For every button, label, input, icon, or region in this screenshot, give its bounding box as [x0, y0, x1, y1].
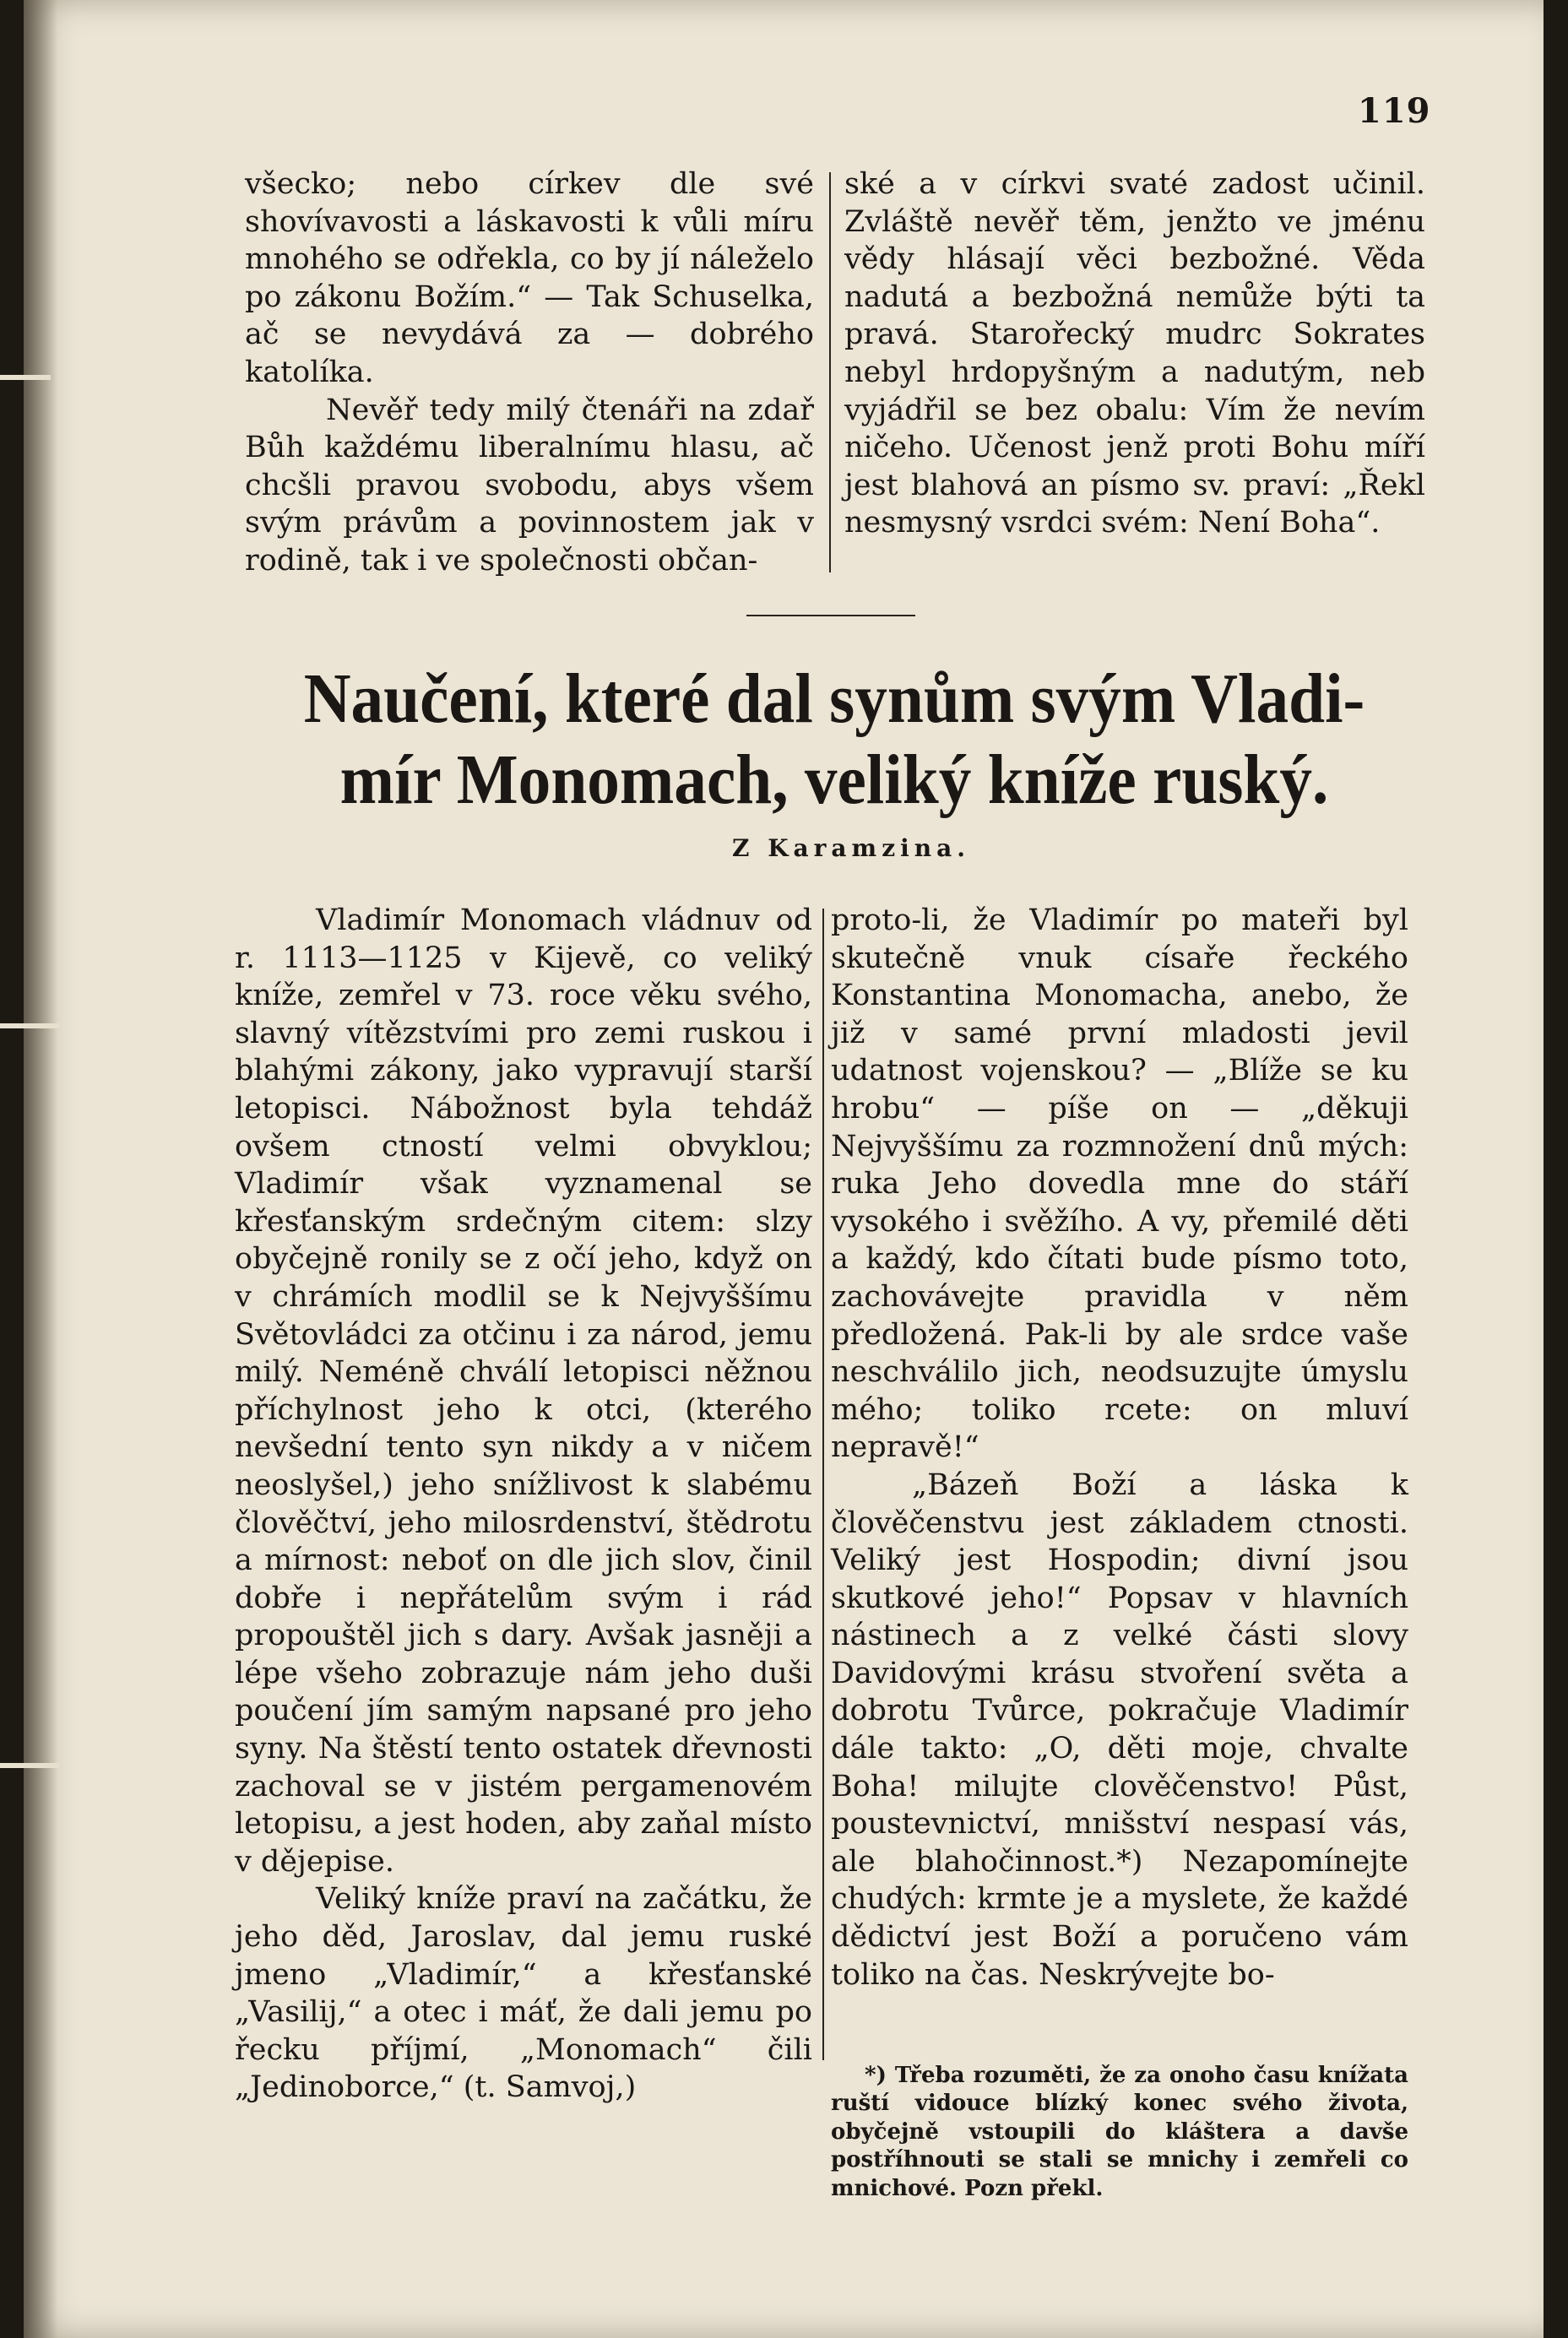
article-source: Z Karamzina. — [732, 834, 970, 862]
top-right-column — [844, 165, 1425, 542]
page-number: 119 — [1358, 91, 1431, 131]
article-left-paragraph-1: Vladimír Monomach vládnuv od r. 1113—1125 v Kijevě, co veliký kníže, zemřel v 73. roce věku svého, slavný vítězstvími pro zemi ruskou i blahými zákony, jako vypravují starší letopisci. Nábožnost byla tehdáž ovšem ctností velmi obvyklou; Vladimír však vyznamenal se křesťanským srdečným citem: slzy obyčejně ronily se z očí jeho, když on v chrámích modlil se k Nejvyššímu Světovládci za otčinu i za národ, jemu milý. Neméně chválí letopisci něžnou příchylnost jeho k otci, (kterého nevšední tento syn nikdy a v ničem neoslyšel,) jeho snížlivost k slabému člověčtví, jeho milosrdenství, štědrotu a mírnost: neboť on dle jich slov, činil dobře i nepřátelům svým i rád propouštěl jich s dary. Avšak jasněji a lépe všeho zobrazuje nám jeho duši poučení jím samým napsané pro jeho syny. Na štěstí tento ostatek dřevnosti zachoval se v jistém pergamenovém letopisu, a jest hoden, aby zaňal místo v dějepise. — [235, 903, 812, 1879]
top-left-paragraph-2: Nevěř tedy milý čtenáři na zdař Bůh každému liberalnímu hlasu, ač chcšli pravou svobodu, abys všem svým právům a povinnostem jak v rodině, tak i ve společnosti občan- — [245, 393, 814, 578]
article-title — [275, 659, 1394, 821]
article-column-divider — [822, 909, 824, 2060]
article-right-column — [831, 902, 1408, 1994]
article-right-paragraph-1: proto-li, že Vladimír po mateři byl skutečně vnuk císaře řeckého Konstantina Monomacha, anebo, že již v samé první mladosti jevil udatnost vojenskou? — „Blíže se ku hrobu“ — píše on — „děkuji Nejvyššímu za rozmnožení dnů mých: ruka Jeho dovedla mne do stáří vysokého i svěžího. A vy, přemilé děti a každý, kdo čítati bude písmo toto, zachovávejte pravidla v něm předložená. Pak-li by ale srdce vaše neschválilo jich, neodsuzujte úmyslu mého; toliko rcete: on mluví nepravě!“ — [831, 903, 1408, 1465]
top-column-divider — [829, 172, 831, 572]
article-left-column — [235, 902, 812, 2107]
page-edge-mark — [0, 375, 51, 380]
top-left-paragraph-1: všecko; nebo církev dle své shovívavosti a láskavosti k vůli míru mnohého se odřekla, co by jí náleželo po zákonu Božím.“ — Tak Schuselka, ač se nevydává za — dobrého katolíka. — [245, 167, 814, 389]
article-title-line-1: Naučení, které dal synům svým Vladi- — [303, 659, 1365, 738]
book-page — [24, 0, 1544, 2338]
top-left-column — [245, 165, 814, 580]
footnote-text: *) Třeba rozuměti, že za onoho času knížata ruští vidouce blízký konec svého života, obyčejně vstoupili do kláštera a davše postříhnouti se stali se mnichy i zemřeli co mnichové. Pozn překl. — [831, 2063, 1408, 2201]
footnote — [831, 2062, 1408, 2203]
section-separator — [746, 615, 915, 616]
gutter-shadow — [24, 0, 57, 2338]
article-right-paragraph-2: „Bázeň Boží a láska k člověčenstvu jest základem ctnosti. Veliký jest Hospodin; divní jsou skutkové jeho!“ Popsav v hlavních nástinech a z velké části slovy Davidovými krásu stvoření světa a dobrotu Tvůrce, pokračuje Vladimír dále takto: „O, děti moje, chvalte Boha! milujte clověčenstvo! Půst, poustevnictví, mnišství nespasí vás, ale blahočinnost.*) Nezapomínejte chudých: krmte je a myslete, že každé dědictví jest Boží a poručeno vám toliko na čas. Neskrývejte bo- — [831, 1467, 1408, 1992]
page-edge-mark — [0, 1023, 59, 1028]
top-right-paragraph-1: ské a v církvi svaté zadost učinil. Zvláště nevěř těm, jenžto ve jménu vědy hlásají věci bezbožné. Věda nadutá a bezbožná nemůže býti ta pravá. Starořecký mudrc Sokrates nebyl hrdopyšným a nadutým, neb vyjádřil se bez obalu: Vím že nevím ničeho. Učenost jenž proti Bohu míří jest blahová an písmo sv. praví: „Řekl nesmysný vsrdci svém: Není Boha“. — [844, 167, 1425, 540]
article-title-line-2: mír Monomach, veliký kníže ruský. — [339, 740, 1329, 819]
page-edge-mark — [0, 1763, 59, 1768]
article-left-paragraph-2: Veliký kníže praví na začátku, že jeho děd, Jaroslav, dal jemu ruské jmeno „Vladimír,“ a křesťanské „Vasilij,“ a otec i máť, že dali jemu po řecku příjmí, „Monomach“ čili „Jedinoborce,“ (t. Samvoj,) — [235, 1882, 812, 2105]
